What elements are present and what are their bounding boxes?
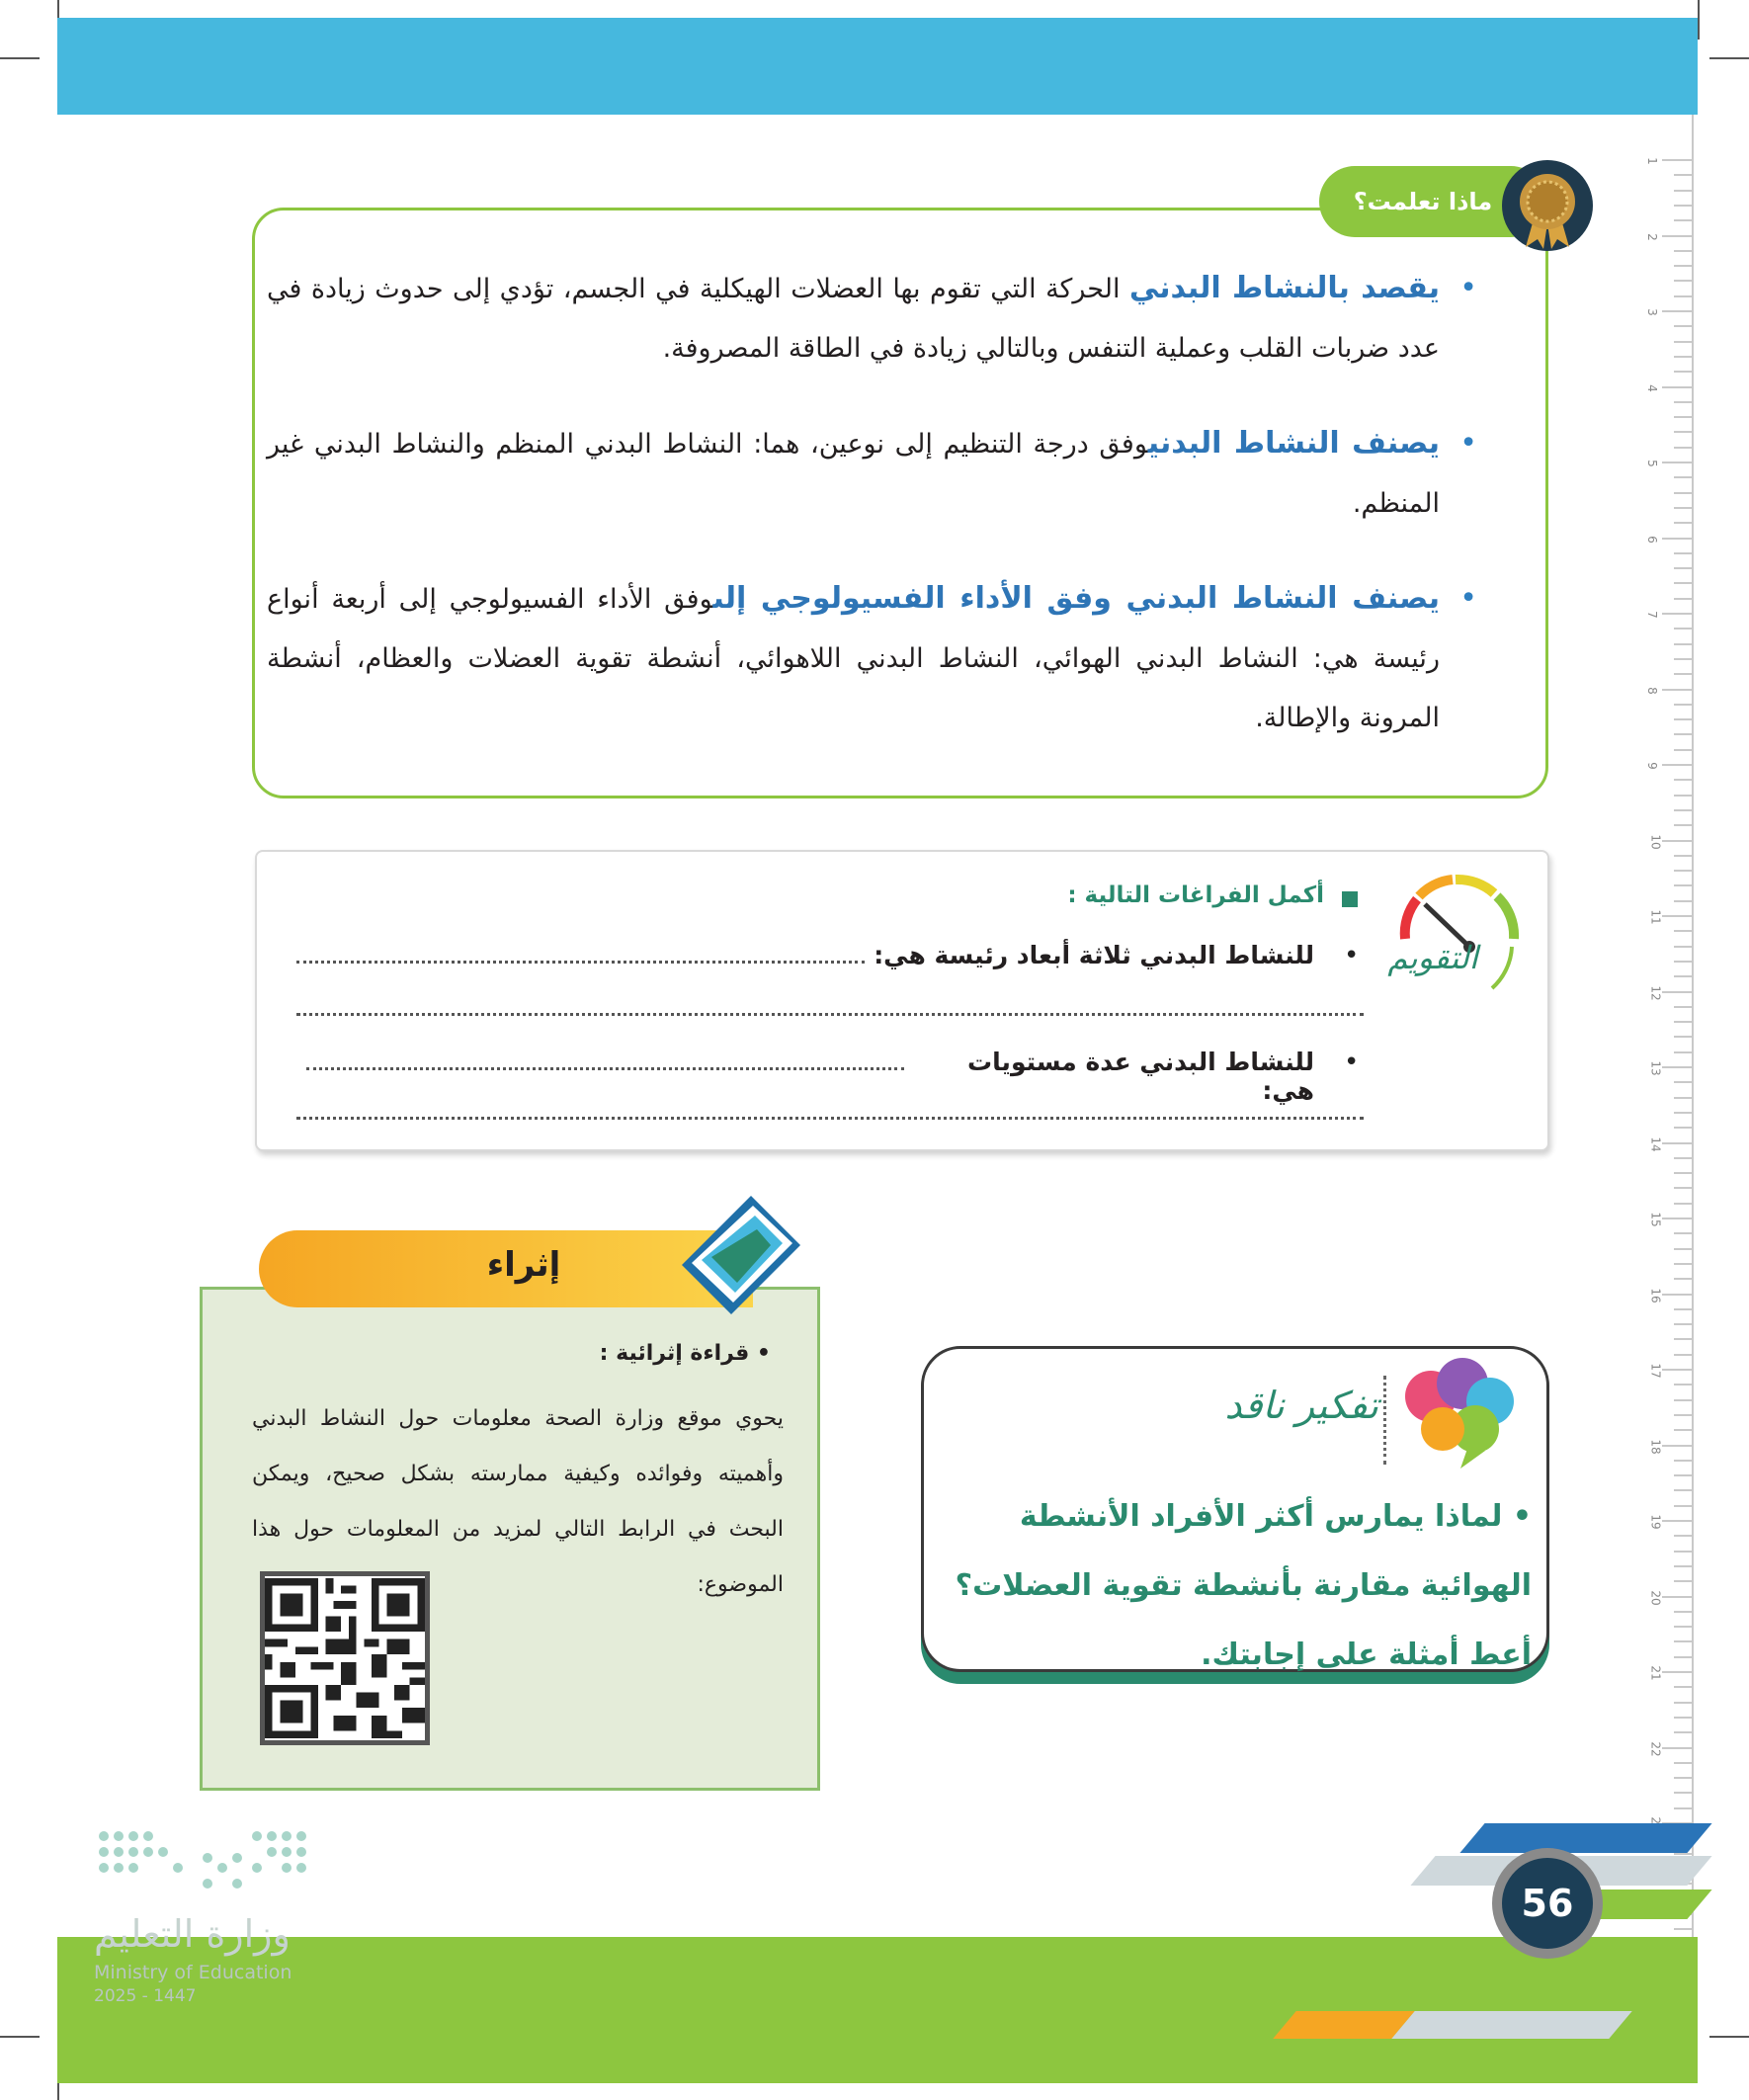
ruler-tick <box>1674 1172 1692 1174</box>
ruler-tick <box>1662 1520 1692 1522</box>
crop-mark <box>1709 2036 1749 2038</box>
ruler-tick <box>1674 1323 1692 1325</box>
ruler-number: 20 <box>1648 1589 1663 1606</box>
ruler-number: 19 <box>1648 1514 1663 1530</box>
ruler-tick <box>1674 1474 1692 1476</box>
medal-icon <box>1500 158 1595 253</box>
answer-line[interactable] <box>306 1067 904 1070</box>
ruler-tick <box>1674 205 1692 207</box>
ruler-tick <box>1674 1414 1692 1416</box>
ruler-tick <box>1674 190 1692 192</box>
ruler-tick <box>1674 1777 1692 1779</box>
ruler-tick <box>1674 1187 1692 1189</box>
ruler-tick <box>1662 1218 1692 1219</box>
ruler-tick <box>1674 1051 1692 1053</box>
ruler-tick <box>1674 174 1692 176</box>
ruler-tick <box>1674 1278 1692 1280</box>
ruler-tick <box>1662 1671 1692 1673</box>
critical-thinking-label: تفكير ناقد <box>1224 1384 1378 1427</box>
crop-mark <box>1709 57 1749 59</box>
evaluation-heading: أكمل الفراغات التالية : <box>1067 882 1324 908</box>
ruler-number: 22 <box>1648 1740 1663 1757</box>
evaluation-label: التقويم <box>1387 939 1478 976</box>
ruler-tick <box>1662 1747 1692 1749</box>
ruler-tick <box>1674 1157 1692 1159</box>
enrichment-subtitle: • قراءة إثرائية : <box>599 1341 771 1366</box>
ruler-tick <box>1674 1021 1692 1023</box>
ruler-tick <box>1674 552 1692 554</box>
ruler-number: 18 <box>1648 1438 1663 1455</box>
ruler-tick <box>1662 1369 1692 1371</box>
ruler-tick <box>1674 1112 1692 1114</box>
ruler-tick <box>1674 356 1692 358</box>
ruler-tick <box>1674 824 1692 826</box>
ruler-tick <box>1662 689 1692 691</box>
ruler-tick <box>1662 235 1692 237</box>
page-number: 56 <box>1502 1858 1593 1949</box>
ruler-tick <box>1674 492 1692 494</box>
ruler-tick <box>1674 325 1692 327</box>
learned-item: • يصنف النشاط البدنيوفق درجة التنظيم إلى نوعين، هما: النشاط البدني المنظم والنشاط البدني غير المنظم. <box>267 414 1477 534</box>
ruler-number: 13 <box>1648 1060 1663 1076</box>
ruler-tick <box>1674 1203 1692 1205</box>
ruler-tick <box>1674 1006 1692 1008</box>
learned-item: • يقصد بالنشاط البدني الحركة التي تقوم بها العضلات الهيكلية في الجسم، تؤدي إلى حدوث زيادة في عدد ضربات القلب وعملية التنفس وبالتالي زيادة في الطاقة المصروفة. <box>267 259 1477 378</box>
ruler-tick <box>1674 1097 1692 1099</box>
bullet-icon: • <box>1344 941 1360 970</box>
ruler-tick <box>1662 991 1692 993</box>
stripe <box>1391 2011 1631 2039</box>
keyword: يقصد بالنشاط البدني <box>1128 271 1440 305</box>
ruler-tick <box>1674 643 1692 645</box>
ruler-tick <box>1662 462 1692 463</box>
ruler-tick <box>1674 1551 1692 1553</box>
ruler-tick <box>1674 1611 1692 1613</box>
ruler-tick <box>1674 1580 1692 1582</box>
ruler-tick <box>1674 733 1692 735</box>
ruler-number: 4 <box>1644 383 1659 392</box>
enrichment-text: يحوي موقع وزارة الصحة معلومات حول النشاط البدني وأهميته وفوائده وكيفية ممارسته بشكل صحيح، ويمكن البحث في الرابط التالي لمزيد من المعلومات حول هذا الموضوع: <box>252 1406 784 1597</box>
ruler-tick <box>1662 538 1692 540</box>
ruler-tick <box>1674 1081 1692 1083</box>
learned-item: • يصنف النشاط البدني وفق الأداء الفسيولوجي إلىوفق الأداء الفسيولوجي إلى أربعة أنواع رئيسة هي: النشاط البدني الهوائي، النشاط البدني اللاهوائي، أنشطة تقوية العضلات والعظام، أنشطة المرونة والإطالة. <box>267 569 1477 748</box>
crop-mark <box>0 57 40 59</box>
bullet-icon: • <box>1344 1048 1360 1077</box>
ruler-tick <box>1674 930 1692 932</box>
ruler-tick <box>1662 764 1692 766</box>
ruler-number: 12 <box>1648 984 1663 1001</box>
keyword: يصنف النشاط البدني <box>1147 426 1440 461</box>
ruler-tick <box>1674 341 1692 343</box>
ruler-line <box>1692 115 1694 1973</box>
ruler-tick <box>1674 265 1692 267</box>
ruler-tick <box>1674 658 1692 660</box>
ruler-tick <box>1674 809 1692 811</box>
answer-line[interactable] <box>296 961 865 964</box>
keyword: يصنف النشاط البدني وفق الأداء الفسيولوجي إلى <box>712 581 1440 616</box>
ruler-number: 8 <box>1644 686 1659 695</box>
ruler-number: 6 <box>1644 535 1659 544</box>
ruler-tick <box>1674 1626 1692 1628</box>
ruler-tick <box>1674 582 1692 584</box>
ruler-number: 9 <box>1644 762 1659 770</box>
ruler-tick <box>1674 1535 1692 1537</box>
ruler-tick <box>1662 1596 1692 1598</box>
ruler-number: 5 <box>1644 460 1659 467</box>
ruler-tick <box>1674 975 1692 977</box>
ruler-tick <box>1674 522 1692 524</box>
ruler-tick <box>1674 250 1692 252</box>
ruler-tick <box>1662 1142 1692 1144</box>
gauge-icon <box>1375 860 1534 1008</box>
crop-mark <box>0 2036 40 2038</box>
ruler-tick <box>1674 795 1692 797</box>
learned-title: ماذا تعلمت؟ <box>1353 188 1493 215</box>
learned-list <box>267 259 1477 784</box>
ruler-number: 17 <box>1648 1363 1663 1379</box>
question-2: للنشاط البدني عدة مستويات هي: <box>967 1048 1314 1105</box>
ruler-number: 7 <box>1644 611 1659 619</box>
ruler-number: 15 <box>1648 1212 1663 1227</box>
ruler-tick <box>1662 613 1692 615</box>
ruler-tick <box>1662 840 1692 842</box>
ruler-tick <box>1674 946 1692 948</box>
ruler-tick <box>1674 673 1692 675</box>
separator <box>1383 1376 1386 1465</box>
ruler-tick <box>1662 915 1692 917</box>
ruler-tick <box>1674 1807 1692 1809</box>
ruler-tick <box>1674 1792 1692 1794</box>
ministry-name-en: Ministry of Education <box>94 1962 292 1983</box>
ruler-tick <box>1674 1656 1692 1658</box>
ruler-tick <box>1674 1232 1692 1234</box>
ruler-number: 10 <box>1648 833 1663 850</box>
ruler-tick <box>1674 371 1692 373</box>
ruler-tick <box>1674 1399 1692 1401</box>
ruler-tick <box>1674 447 1692 449</box>
ruler-tick <box>1662 310 1692 312</box>
ruler-tick <box>1674 1731 1692 1733</box>
brain-icon <box>1391 1352 1520 1470</box>
ruler-tick <box>1674 704 1692 706</box>
ruler-number: 1 <box>1644 157 1659 165</box>
ruler-tick <box>1674 884 1692 886</box>
ruler-number: 14 <box>1648 1135 1663 1152</box>
ruler-tick <box>1662 159 1692 161</box>
side-ruler <box>1640 115 1700 1973</box>
ruler-tick <box>1674 295 1692 297</box>
ruler-tick <box>1674 476 1692 478</box>
ministry-year: 2025 - 1447 <box>94 1986 197 2006</box>
ruler-number: 3 <box>1644 308 1659 316</box>
top-banner <box>57 18 1698 115</box>
answer-line[interactable] <box>296 1013 1364 1016</box>
ruler-tick <box>1674 431 1692 433</box>
ruler-tick <box>1674 1036 1692 1038</box>
ruler-tick <box>1662 1066 1692 1068</box>
ruler-tick <box>1674 961 1692 963</box>
ruler-tick <box>1674 1338 1692 1340</box>
ruler-number: 16 <box>1648 1287 1663 1303</box>
ministry-name-ar: وزارة التعليم <box>94 1912 291 1956</box>
ruler-tick <box>1674 1308 1692 1310</box>
ruler-tick <box>1674 1460 1692 1462</box>
ruler-tick <box>1674 628 1692 630</box>
ruler-tick <box>1674 1127 1692 1129</box>
ministry-logo-icon <box>99 1828 311 1892</box>
ruler-tick <box>1674 1263 1692 1265</box>
ruler-tick <box>1674 280 1692 282</box>
question-1: للنشاط البدني ثلاثة أبعاد رئيسة هي: <box>874 941 1314 969</box>
ruler-tick <box>1674 598 1692 600</box>
ruler-tick <box>1662 386 1692 388</box>
book-icon <box>672 1186 810 1324</box>
ruler-tick <box>1674 718 1692 720</box>
ruler-tick <box>1674 1384 1692 1386</box>
ruler-tick <box>1662 1445 1692 1447</box>
ruler-tick <box>1674 1248 1692 1250</box>
enrichment-title: إثراء <box>486 1245 561 1285</box>
ruler-tick <box>1674 779 1692 781</box>
ruler-tick <box>1674 1429 1692 1431</box>
ruler-tick <box>1674 1762 1692 1764</box>
ruler-tick <box>1674 1717 1692 1719</box>
ruler-tick <box>1674 401 1692 403</box>
critical-thinking-question: • لماذا يمارس أكثر الأفراد الأنشطة الهوائية مقارنة بأنشطة تقوية العضلات؟ أعط أمثلة على إجابتك. <box>955 1499 1532 1672</box>
ruler-tick <box>1674 1489 1692 1491</box>
ruler-tick <box>1674 749 1692 751</box>
answer-line[interactable] <box>296 1117 1364 1120</box>
ruler-tick <box>1674 219 1692 221</box>
crop-mark <box>1698 0 1700 40</box>
bottom-banner <box>57 1937 1698 2083</box>
ruler-tick <box>1674 870 1692 872</box>
ruler-tick <box>1674 1640 1692 1642</box>
ruler-tick <box>1674 900 1692 902</box>
stripe <box>1459 1823 1711 1853</box>
ruler-tick <box>1674 567 1692 569</box>
ruler-tick <box>1674 1702 1692 1704</box>
ruler-tick <box>1674 1354 1692 1356</box>
ruler-tick <box>1674 1686 1692 1688</box>
ruler-number: 2 <box>1644 232 1659 241</box>
ruler-tick <box>1662 1294 1692 1296</box>
ruler-number: 11 <box>1648 909 1663 925</box>
ruler-tick <box>1674 507 1692 509</box>
square-bullet-icon <box>1342 891 1358 907</box>
ruler-tick <box>1674 1505 1692 1507</box>
ruler-tick <box>1674 1565 1692 1567</box>
ruler-tick <box>1674 1928 1692 1930</box>
ruler-tick <box>1674 416 1692 418</box>
qr-code[interactable] <box>260 1571 430 1745</box>
ruler-number: 21 <box>1648 1665 1663 1681</box>
ruler-tick <box>1674 855 1692 857</box>
